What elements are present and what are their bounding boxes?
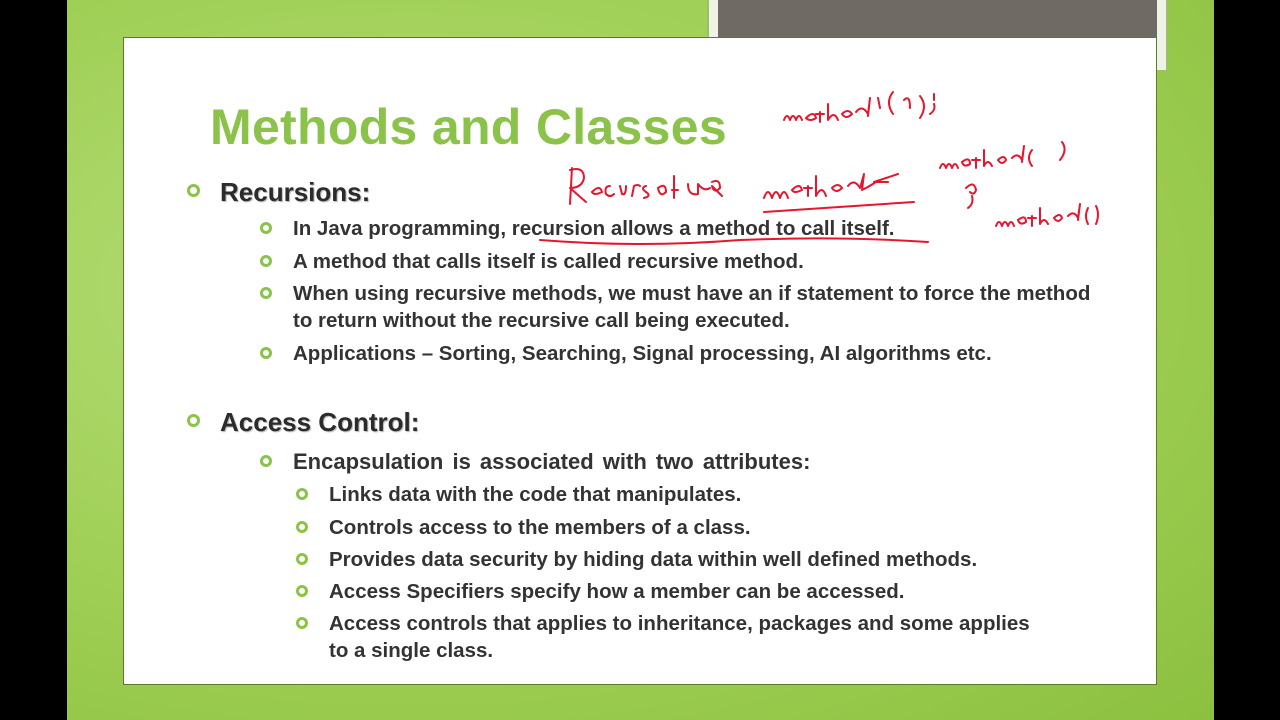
sub-list-item-text: Links data with the code that manipulates. xyxy=(329,483,742,506)
section-heading-text: Recursions: xyxy=(220,177,371,207)
sub-list-item-text: Provides data security by hiding data within well defined methods. xyxy=(329,548,978,571)
list-item-text: A method that calls itself is called recursive method. xyxy=(293,250,804,273)
list-item-text: Applications – Sorting, Searching, Signal processing, AI algorithms etc. xyxy=(293,342,992,365)
list-item-text: In Java programming, recursion allows a method to call itself. xyxy=(293,217,895,240)
slide-title: Methods and Classes xyxy=(210,99,727,155)
list-item-text: Encapsulation is associated with two attributes: xyxy=(293,449,811,474)
note-underline-recursion xyxy=(540,238,928,244)
note-method1-call xyxy=(784,92,935,122)
sub-list-item-text: Access Specifiers specify how a member can be accessed. xyxy=(329,580,905,603)
note-underline-recursive xyxy=(764,202,914,212)
note-method-2 xyxy=(966,184,1098,226)
note-method-1 xyxy=(940,142,1065,168)
list-item-text: When using recursive methods, we must have an if statement to force the method to return without the recursive call being executed. xyxy=(293,282,1091,332)
note-recursive-method xyxy=(570,168,898,204)
section-heading-text: Access Control: xyxy=(220,407,420,437)
sub-list-item-text: Controls access to the members of a class. xyxy=(329,516,751,539)
sub-list-item-text: Access controls that applies to inheritance, packages and some applies to a single class. xyxy=(329,612,1030,662)
